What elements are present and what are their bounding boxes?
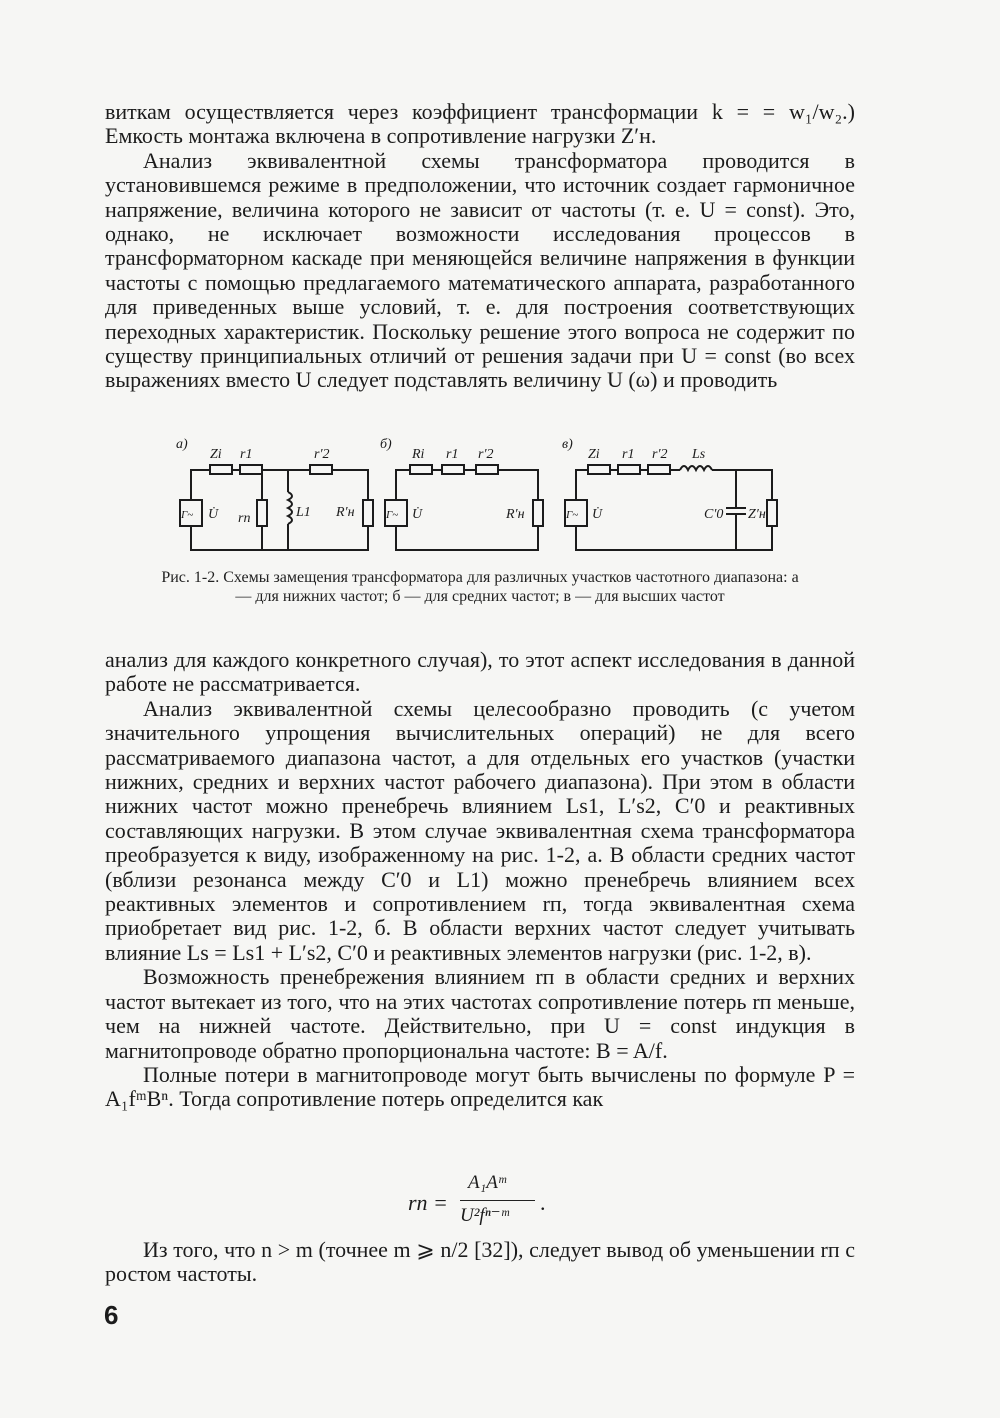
fraction-bar	[460, 1200, 535, 1201]
label-zi-c: Zi	[588, 447, 600, 462]
label-generator-b: Г~	[386, 509, 399, 521]
paragraph-loss-neglect: Возможность пренебрежения влиянием rп в области средних и верхних частот вытекает из того, что на этих частотах сопротивление потерь rп меньше, чем на нижней частоте. Действительно, при U = const индукция в магнитопроводе обратно пропорциональна частоте: B = A/f.	[105, 964, 855, 1063]
label-c0p: C′0	[704, 507, 724, 522]
label-zi: Zi	[210, 447, 222, 462]
label-rn: rп	[238, 511, 251, 526]
circuit-diagrams	[170, 432, 785, 562]
formula-loss-resistance	[408, 1172, 608, 1234]
formula-end: .	[540, 1190, 546, 1215]
formula-denominator: U²fⁿ⁻ᵐ	[460, 1205, 509, 1226]
label-ls: Ls	[692, 447, 706, 462]
paragraph-total-losses: Полные потери в магнитопроводе могут быть вычислены по формуле P = A₁fᵐBⁿ. Тогда сопротивление потерь определится как	[105, 1061, 855, 1112]
label-r1-b: r1	[446, 447, 459, 462]
figure-equivalent-circuits	[170, 432, 785, 562]
top-text	[105, 100, 855, 393]
formula-numerator: A₁Aᵐ	[468, 1172, 506, 1193]
label-r1: r1	[240, 447, 253, 462]
label-r2p-b: r′2	[478, 447, 494, 462]
label-u: U̇	[208, 507, 219, 522]
label-generator-c: Г~	[566, 509, 579, 521]
label-u-b: U̇	[412, 507, 423, 522]
figure-caption: Рис. 1-2. Схемы замещения трансформатора для различных участков частотного диапазона: а — для нижних частот; б — для средних частот; в — для высших частот	[161, 569, 799, 605]
page-number: 6	[104, 1300, 119, 1330]
paragraph-frequency-ranges: Анализ эквивалентной схемы целесообразно проводить (с учетом значительного упрощения вычислительных операций) не для всего рассматриваемого диапазона частот, а для отдельных его участков (участки нижних, средних и верхних частот рабочего диапазона). При этом в области нижних частот можно пренебречь влиянием Ls1, L′s2, C′0 и реактивных составляющих нагрузки. В этом случае эквивалентная схема трансформатора преобразуется к виду, изображенному на рис. 1-2, а. В области средних частот (вблизи резонанса между C′0 и L1) можно пренебречь влиянием всех реактивных элементов и сопротивлением rп, тогда эквивалентная схема приобретает вид рис. 1-2, б. В области верхних частот следует учитывать влияние Ls = Ls1 + L′s2, C′0 и реактивных элементов нагрузки (рис. 1-2, в).	[105, 695, 855, 965]
paragraph-continuation: виткам осуществляется через коэффициент трансформации k = = w₁/w₂.) Емкость монтажа включена в сопротивление нагрузки Z′н.	[105, 99, 855, 149]
label-l1: L1	[296, 505, 311, 520]
bottom-text	[105, 648, 855, 1112]
paragraph-conclusion: Из того, что n > m (точнее m ⩾ n/2 [32]), следует вывод об уменьшении rп с ростом частоты.	[105, 1237, 855, 1287]
label-circuit-b: б)	[380, 437, 392, 452]
paragraph-continuation-2: анализ для каждого конкретного случая), то этот аспект исследования в данной работе не рассматривается.	[105, 647, 855, 697]
formula-lhs: rп =	[408, 1190, 448, 1215]
label-rhp-b: R′н	[506, 507, 525, 522]
label-circuit-a: а)	[176, 437, 188, 452]
label-r2p: r′2	[314, 447, 330, 462]
label-r1-c: r1	[622, 447, 635, 462]
label-circuit-c: в)	[562, 437, 573, 452]
label-generator: Г~	[181, 509, 194, 521]
paragraph-analysis-intro: Анализ эквивалентной схемы трансформатора проводится в установившемся режиме в предположении, что источник создает гармоничное напряжение, величина которого не зависит от частоты (т. е. U = const). Это, однако, не исключает возможности исследования процессов в трансформаторном каскаде при меняющейся величине напряжения в функции частоты с помощью предлагаемого математического аппарата, разработанного для приведенных выше условий, т. е. для построения соответствующих переходных характеристик. Поскольку решение этого вопроса не содержит по существу принципиальных отличий от решения задачи при U = const (во всех выражениях вместо U следует подставлять величину U (ω) и проводить	[105, 147, 855, 393]
label-u-c: U̇	[592, 507, 603, 522]
label-rhp: R′н	[336, 505, 355, 520]
final-text	[105, 1238, 855, 1287]
label-zhp: Z′н	[748, 507, 766, 522]
label-r2p-c: r′2	[652, 447, 668, 462]
label-ri: Ri	[412, 447, 425, 462]
